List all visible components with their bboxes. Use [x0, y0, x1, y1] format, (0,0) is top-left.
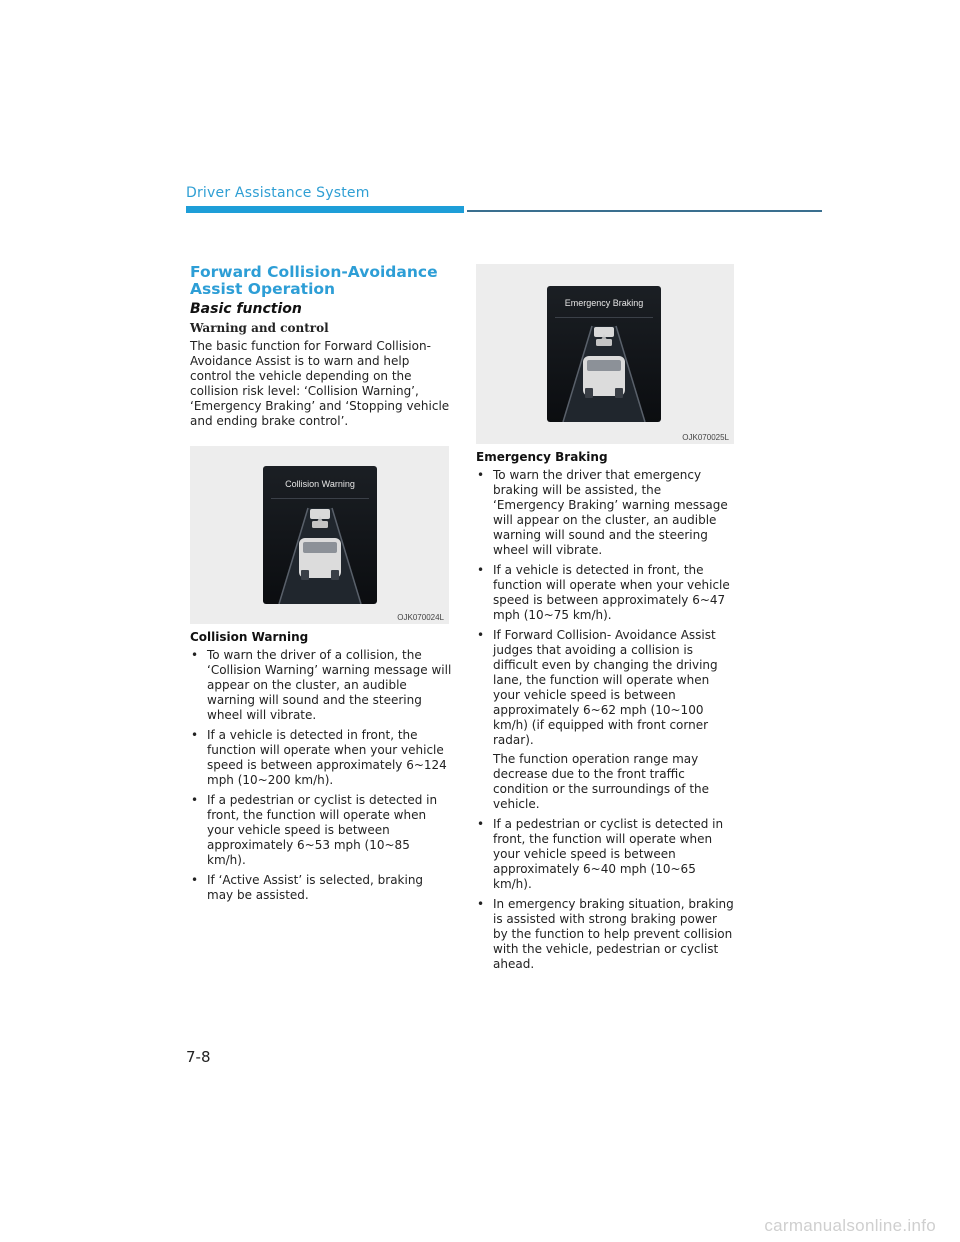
car-scene-illustration	[263, 466, 377, 604]
bullet: •	[191, 873, 199, 887]
bullet: •	[191, 648, 199, 662]
right-column	[476, 264, 734, 977]
list-item	[476, 817, 734, 892]
figure-caption: Collision Warning	[190, 630, 309, 644]
figure-code: OJK070025L	[682, 433, 729, 442]
running-header: Driver Assistance System	[186, 185, 370, 201]
figure-caption: Emergency Braking	[476, 450, 608, 464]
subsection-title: Basic function	[190, 301, 302, 317]
screen-title: Collision Warning	[285, 479, 355, 489]
list-item	[476, 897, 734, 972]
list-item-text: If a pedestrian or cyclist is detected in front, the function will operate when your vehicle speed is between approximately 6~53 mph (10~85 km/h).	[207, 793, 438, 867]
bullet: •	[477, 563, 485, 577]
bullet: •	[477, 628, 485, 642]
section-title: Forward Collision-Avoidance Assist Operation	[190, 263, 438, 298]
cluster-screen	[547, 286, 661, 422]
list-item	[190, 648, 452, 723]
bullet: •	[191, 728, 199, 742]
emergency-braking-list-continued	[476, 817, 734, 972]
minor-heading: Warning and control	[190, 321, 329, 335]
list-item-text: In emergency braking situation, braking is assisted with strong braking power by the function to help prevent collision with the vehicle, pedestrian or cyclist ahead.	[493, 897, 734, 971]
page-number: 7-8	[186, 1048, 211, 1066]
screen-title: Emergency Braking	[564, 298, 644, 308]
list-item	[476, 468, 734, 558]
bullet: •	[477, 817, 485, 831]
emergency-braking-figure	[476, 264, 734, 444]
list-item-text: If a vehicle is detected in front, the function will operate when your vehicle speed is between approximately 6~47 mph (10~75 km/h).	[493, 563, 730, 622]
list-item-text: If a vehicle is detected in front, the function will operate when your vehicle speed is between approximately 6~124 mph (10~200 km/h).	[207, 728, 447, 787]
left-column	[190, 264, 452, 908]
collision-warning-list	[190, 648, 452, 903]
collision-warning-figure	[190, 446, 449, 624]
car-scene-illustration	[547, 286, 661, 422]
list-item-text: If Forward Collision- Avoidance Assist judges that avoiding a collision is difficult even by changing the driving lane, the function will operate when your vehicle speed is between approximately 6~62 mph (10~100 km/h) (if equipped with front corner radar).	[493, 628, 718, 747]
list-item	[190, 728, 452, 788]
list-item	[190, 793, 452, 868]
list-item	[190, 873, 452, 903]
figure-code: OJK070024L	[397, 613, 444, 622]
list-item	[476, 628, 734, 748]
bullet: •	[477, 897, 485, 911]
intro-paragraph: The basic function for Forward Collision-Avoidance Assist is to warn and help control the vehicle depending on the collision risk level: ‘Collision Warning’, ‘Emergency Braking’ and ‘Stopping vehicle and ending brake control’.	[190, 339, 450, 428]
list-item	[476, 563, 734, 623]
list-item-text: If ‘Active Assist’ is selected, braking may be assisted.	[207, 873, 424, 902]
header-accent-bar	[186, 206, 464, 213]
watermark: carmanualsonline.info	[764, 1216, 936, 1235]
cluster-screen	[263, 466, 377, 604]
bullet: •	[191, 793, 199, 807]
header-rule	[467, 210, 822, 212]
emergency-braking-list	[476, 468, 734, 748]
range-note: The function operation range may decrease due to the front traffic condition or the surroundings of the vehicle.	[493, 752, 710, 811]
list-item-text: If a pedestrian or cyclist is detected in front, the function will operate when your vehicle speed is between approximately 6~40 mph (10~65 km/h).	[493, 817, 724, 891]
bullet: •	[477, 468, 485, 482]
list-item-text: To warn the driver of a collision, the ‘Collision Warning’ warning message will appear on the cluster, an audible warning will sound and the steering wheel will vibrate.	[207, 648, 452, 722]
list-item-text: To warn the driver that emergency braking will be assisted, the ‘Emergency Braking’ warning message will appear on the cluster, an audible warning will sound and the steering wheel will vibrate.	[493, 468, 728, 557]
